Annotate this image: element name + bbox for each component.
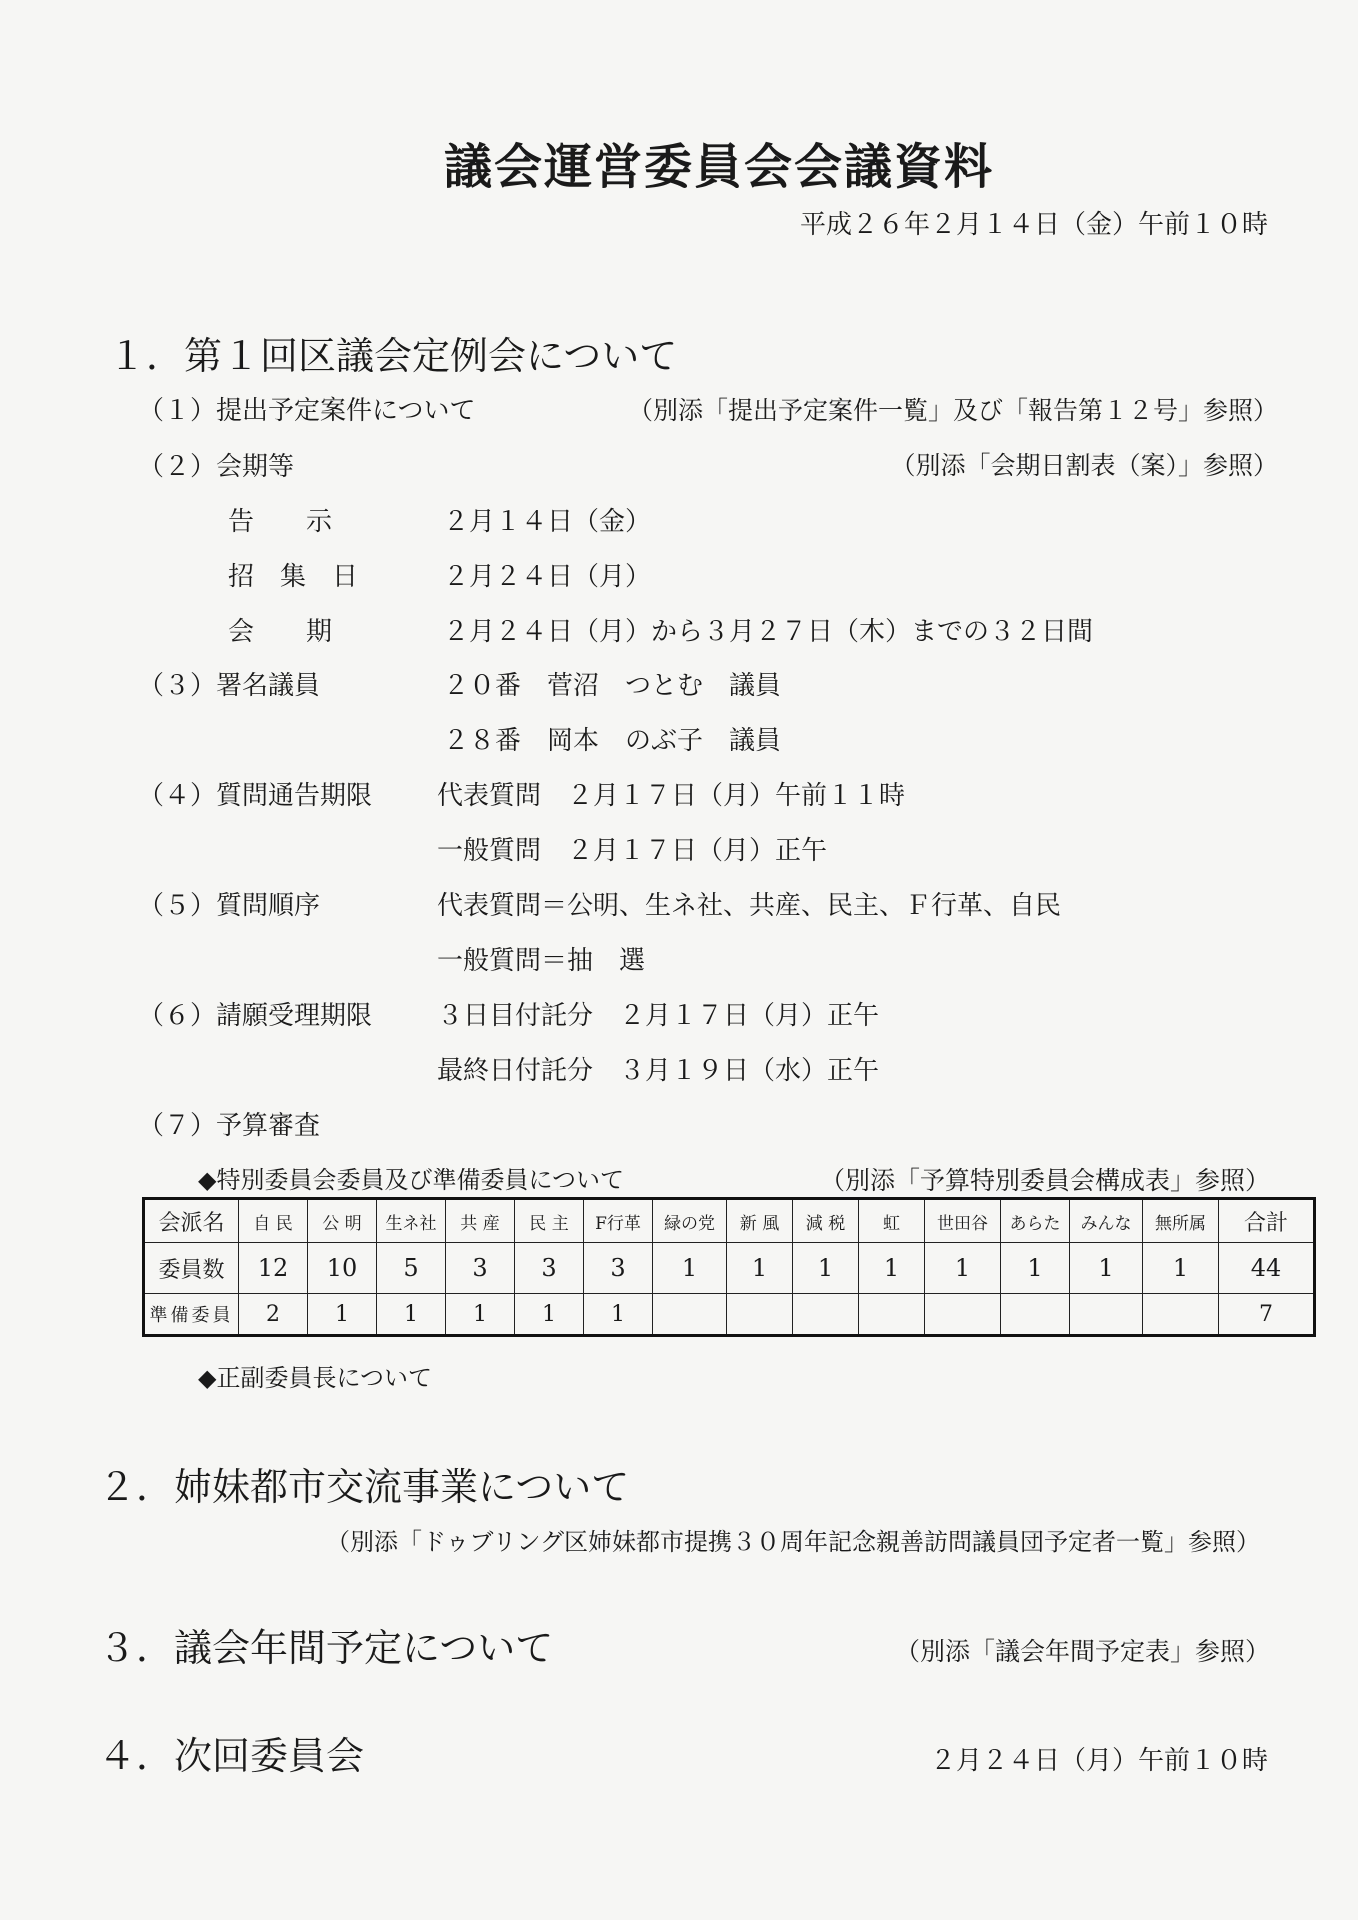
table-header-cell: 共 産 bbox=[446, 1199, 515, 1243]
notice-label: 告 示 bbox=[228, 507, 333, 537]
table-cell: 1 bbox=[727, 1243, 793, 1294]
table-cell: 2 bbox=[239, 1294, 308, 1336]
item7-label: （７）予算審査 bbox=[138, 1111, 321, 1141]
table-header-cell: 公 明 bbox=[308, 1199, 377, 1243]
next-meeting-date: ２月２４日（月）午前１０時 bbox=[929, 1746, 1268, 1776]
table-row bbox=[144, 1294, 1315, 1336]
table-cell bbox=[727, 1294, 793, 1336]
item1-label: （１）提出予定案件について bbox=[138, 396, 476, 426]
table-cell: 10 bbox=[308, 1243, 377, 1294]
table-header-row bbox=[144, 1199, 1315, 1243]
section3-reference: （別添「議会年間予定表」参照） bbox=[894, 1637, 1270, 1666]
table-cell bbox=[1001, 1294, 1070, 1336]
table-cell: 1 bbox=[446, 1294, 515, 1336]
item5-label: （５）質問順序 bbox=[138, 891, 321, 921]
question-deadline-1: 代表質問 ２月１７日（月）午前１１時 bbox=[437, 781, 906, 811]
table-cell bbox=[859, 1294, 925, 1336]
section3-heading: ３．議会年間予定について bbox=[98, 1626, 554, 1670]
table-cell: 3 bbox=[584, 1243, 653, 1294]
table-header-cell: あらた bbox=[1001, 1199, 1070, 1243]
item3-label: （３）署名議員 bbox=[138, 671, 321, 701]
item2-label: （２）会期等 bbox=[138, 452, 295, 482]
document-title: 議会運営委員会会議資料 bbox=[443, 139, 994, 195]
table-cell: 1 bbox=[793, 1243, 859, 1294]
question-order-1: 代表質問＝公明、生ネ社、共産、民主、Ｆ行革、自民 bbox=[437, 891, 1062, 921]
table-cell bbox=[653, 1294, 727, 1336]
convocation-label: 招 集 日 bbox=[228, 562, 359, 592]
table-cell: 3 bbox=[446, 1243, 515, 1294]
item1-reference: （別添「提出予定案件一覧」及び「報告第１２号」参照） bbox=[627, 396, 1278, 425]
table-cell bbox=[1070, 1294, 1143, 1336]
table-header-cell: 虹 bbox=[859, 1199, 925, 1243]
table-cell: 準備委員 bbox=[144, 1294, 239, 1336]
table-header-cell: 無所属 bbox=[1143, 1199, 1219, 1243]
item2-reference: （別添「会期日割表（案）」参照） bbox=[890, 451, 1278, 480]
question-deadline-2: 一般質問 ２月１７日（月）正午 bbox=[437, 836, 828, 866]
table-cell bbox=[925, 1294, 1001, 1336]
table-cell: 12 bbox=[239, 1243, 308, 1294]
chair-note: ◆正副委員長について bbox=[198, 1364, 432, 1392]
table-row bbox=[144, 1243, 1315, 1294]
table-cell: 1 bbox=[515, 1294, 584, 1336]
table-cell: 1 bbox=[859, 1243, 925, 1294]
table-cell: 1 bbox=[925, 1243, 1001, 1294]
session-label: 会 期 bbox=[228, 617, 333, 647]
table-header-cell: 合計 bbox=[1219, 1199, 1315, 1243]
meeting-date: 平成２６年２月１４日（金）午前１０時 bbox=[799, 210, 1268, 240]
convocation-value: ２月２４日（月） bbox=[443, 562, 652, 592]
special-committee-reference: （別添「予算特別委員会構成表」参照） bbox=[819, 1166, 1270, 1195]
table-cell: 1 bbox=[1143, 1243, 1219, 1294]
table-header-cell: 会派名 bbox=[144, 1199, 239, 1243]
table-cell: 1 bbox=[1070, 1243, 1143, 1294]
petition-deadline-2: 最終日付託分 ３月１９日（水）正午 bbox=[437, 1056, 880, 1086]
signatory-1: ２０番 菅沼 つとむ 議員 bbox=[443, 671, 782, 701]
petition-deadline-1: ３日目付託分 ２月１７日（月）正午 bbox=[437, 1001, 880, 1031]
table-cell: 1 bbox=[584, 1294, 653, 1336]
item6-label: （６）請願受理期限 bbox=[138, 1001, 373, 1031]
table-cell: 1 bbox=[377, 1294, 446, 1336]
table-header-cell: 新 風 bbox=[727, 1199, 793, 1243]
signatory-2: ２８番 岡本 のぶ子 議員 bbox=[443, 726, 782, 756]
table-cell: 5 bbox=[377, 1243, 446, 1294]
table-header-cell: 民 主 bbox=[515, 1199, 584, 1243]
table-header-cell: みんな bbox=[1070, 1199, 1143, 1243]
table-header-cell: 緑の党 bbox=[653, 1199, 727, 1243]
table-cell: 44 bbox=[1219, 1243, 1315, 1294]
table-cell: 1 bbox=[653, 1243, 727, 1294]
table-header-cell: 自 民 bbox=[239, 1199, 308, 1243]
notice-value: ２月１４日（金） bbox=[443, 507, 652, 537]
session-value: ２月２４日（月）から３月２７日（木）までの３２日間 bbox=[443, 617, 1094, 647]
table-cell: 7 bbox=[1219, 1294, 1315, 1336]
table-header-cell: 生ネ社 bbox=[377, 1199, 446, 1243]
section2-heading: ２．姉妹都市交流事業について bbox=[98, 1465, 630, 1509]
section4-heading: ４．次回委員会 bbox=[98, 1734, 365, 1778]
section2-reference: （別添「ドゥブリング区姉妹都市提携３０周年記念親善訪問議員団予定者一覧」参照） bbox=[326, 1528, 1260, 1556]
table-cell: 3 bbox=[515, 1243, 584, 1294]
item4-label: （４）質問通告期限 bbox=[138, 781, 373, 811]
table-cell: 1 bbox=[1001, 1243, 1070, 1294]
table-header-cell: 世田谷 bbox=[925, 1199, 1001, 1243]
table-header-cell: 減 税 bbox=[793, 1199, 859, 1243]
special-committee-note: ◆特別委員会委員及び準備委員について bbox=[198, 1166, 624, 1194]
table-header-cell: F行革 bbox=[584, 1199, 653, 1243]
table-cell: 委員数 bbox=[144, 1243, 239, 1294]
budget-committee-table bbox=[142, 1197, 1316, 1337]
section1-heading: １．第１回区議会定例会について bbox=[108, 334, 678, 378]
question-order-2: 一般質問＝抽 選 bbox=[437, 946, 646, 976]
table-cell: 1 bbox=[308, 1294, 377, 1336]
table-cell bbox=[793, 1294, 859, 1336]
table-cell bbox=[1143, 1294, 1219, 1336]
